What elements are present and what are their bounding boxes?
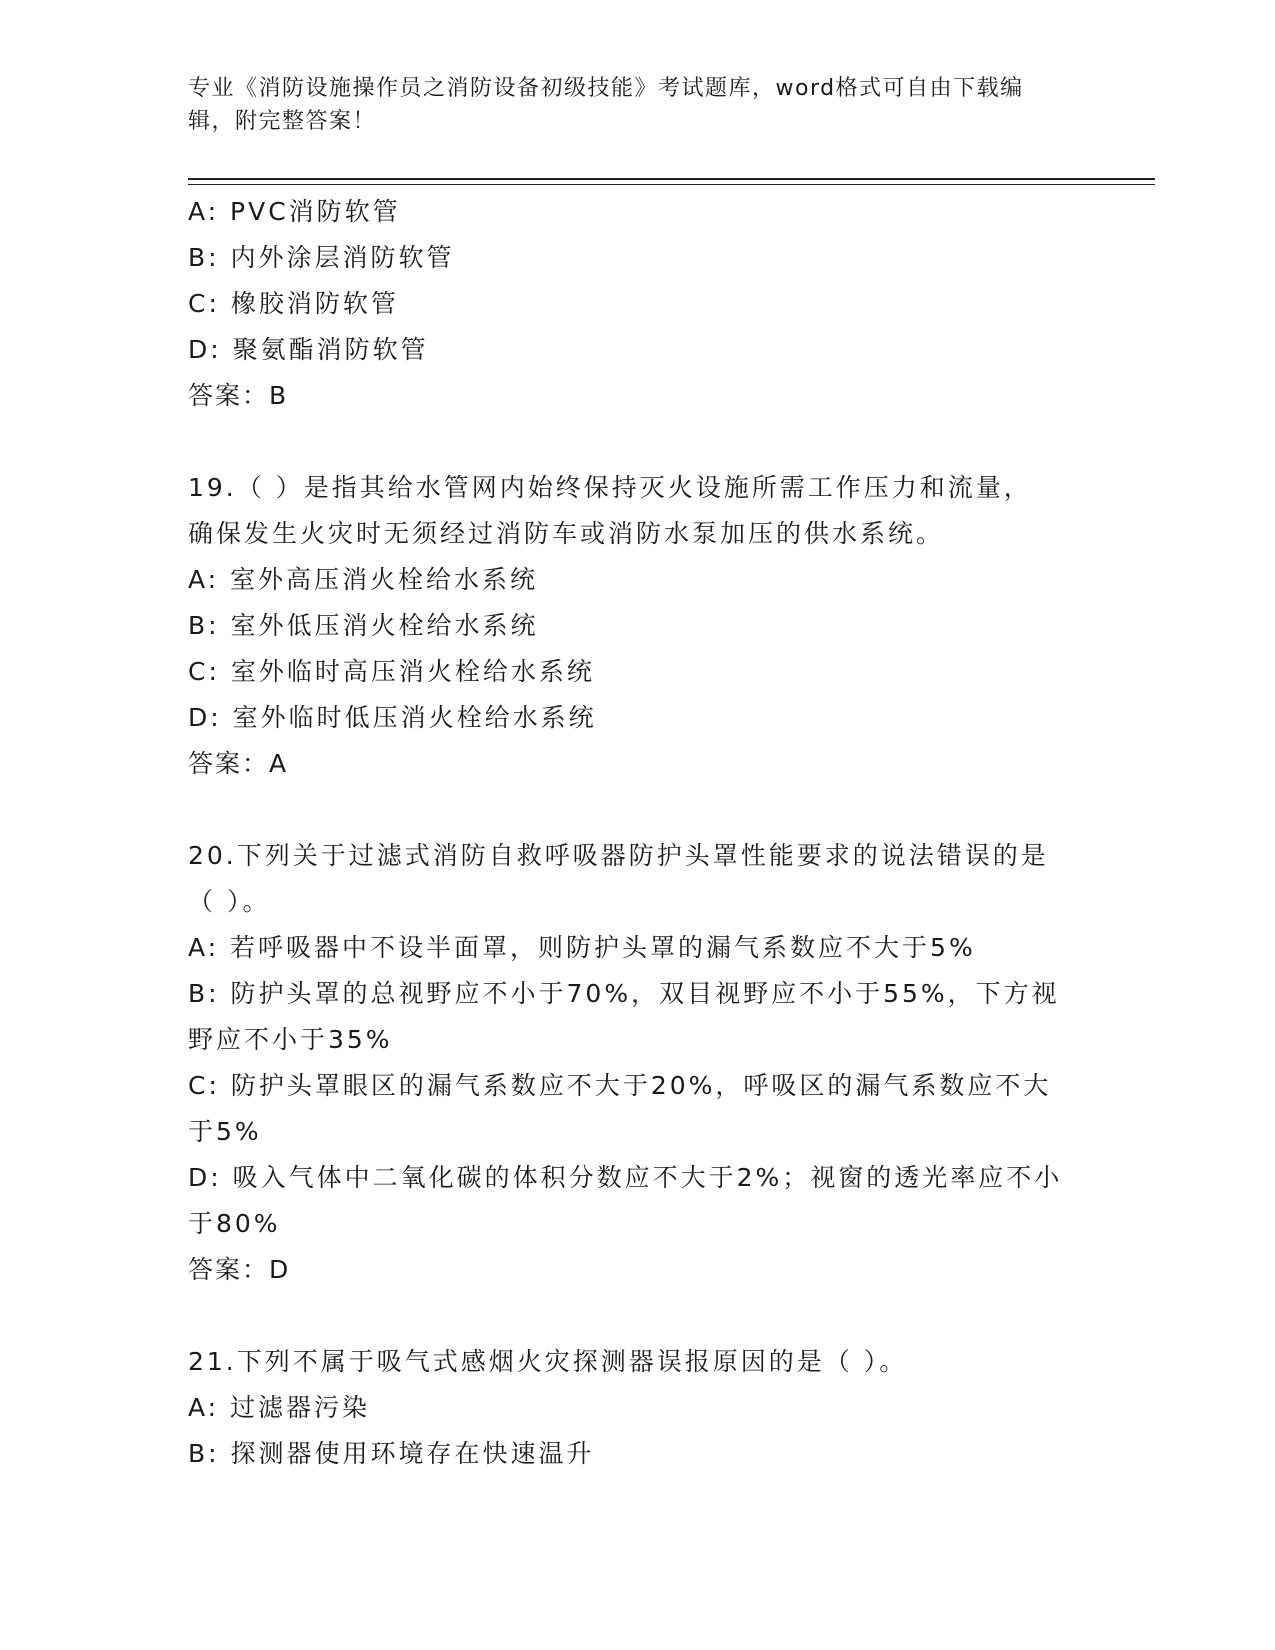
spacer: [188, 1293, 1088, 1339]
question-20: [188, 833, 1088, 1293]
question-18: [188, 189, 1088, 419]
option-d: D: 室外临时低压消火栓给水系统: [188, 703, 597, 732]
option-a: A: 过滤器污染: [188, 1393, 371, 1422]
question-stem-line-1: 20.下列关于过滤式消防自救呼吸器防护头罩性能要求的说法错误的是: [188, 841, 1049, 870]
answer-line: 答案：A: [188, 749, 289, 778]
option-c-line-2: 于5%: [188, 1117, 262, 1146]
header-line-1: 专业《消防设施操作员之消防设备初级技能》考试题库，word格式可自由下载编: [188, 76, 1024, 101]
option-b: B: 内外涂层消防软管: [188, 243, 455, 272]
option-b: B: 室外低压消火栓给水系统: [188, 611, 539, 640]
option-b-line-1: B: 防护头罩的总视野应不小于70%，双目视野应不小于55%，下方视: [188, 979, 1060, 1008]
option-c: C: 室外临时高压消火栓给水系统: [188, 657, 595, 686]
option-a: A: PVC消防软管: [188, 197, 401, 226]
header-line-2: 辑，附完整答案！: [188, 109, 377, 134]
option-d: D: 聚氨酯消防软管: [188, 335, 429, 364]
header-divider-thick: [188, 178, 1155, 180]
question-stem-line-1: 19.（ ）是指其给水管网内始终保持灭火设施所需工作压力和流量，: [188, 473, 1032, 502]
spacer: [188, 787, 1088, 833]
option-c: C: 橡胶消防软管: [188, 289, 399, 318]
answer-line: 答案：D: [188, 1255, 291, 1284]
question-stem-line-2: （ ）。: [188, 887, 271, 916]
question-stem: 21.下列不属于吸气式感烟火灾探测器误报原因的是（ ）。: [188, 1347, 908, 1376]
question-21: [188, 1339, 1088, 1477]
option-a: A: 室外高压消火栓给水系统: [188, 565, 539, 594]
question-stem-line-2: 确保发生火灾时无须经过消防车或消防水泵加压的供水系统。: [188, 519, 945, 548]
option-d-line-2: 于80%: [188, 1209, 281, 1238]
spacer: [188, 419, 1088, 465]
option-b: B: 探测器使用环境存在快速温升: [188, 1439, 595, 1468]
option-c-line-1: C: 防护头罩眼区的漏气系数应不大于20%，呼吸区的漏气系数应不大: [188, 1071, 1052, 1100]
option-a: A: 若呼吸器中不设半面罩，则防护头罩的漏气系数应不大于5%: [188, 933, 976, 962]
question-list: [188, 189, 1088, 1477]
option-b-line-2: 野应不小于35%: [188, 1025, 393, 1054]
answer-line: 答案：B: [188, 381, 289, 410]
option-d-line-1: D: 吸入气体中二氧化碳的体积分数应不大于2%；视窗的透光率应不小: [188, 1163, 1063, 1192]
question-19: [188, 465, 1088, 787]
page-header: [188, 72, 1068, 138]
header-divider-thin: [188, 184, 1155, 185]
